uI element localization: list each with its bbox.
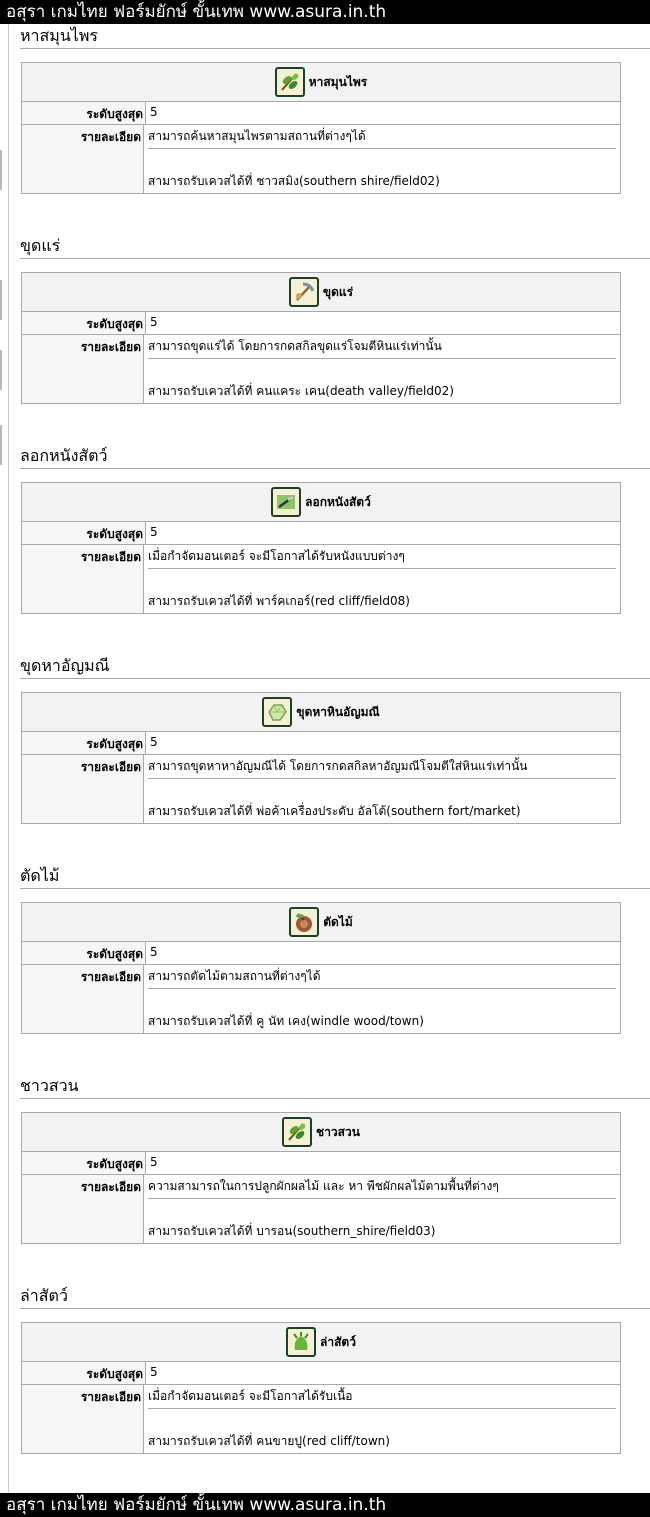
max-level: 5 xyxy=(150,945,158,959)
left-border-mark xyxy=(0,150,2,190)
max-level: 5 xyxy=(150,315,158,329)
detail-cell xyxy=(144,125,620,193)
quest-location: สามารถรับเควสได้ที่ คนขายปู(red cliff/town) xyxy=(148,1434,390,1448)
skill-table xyxy=(21,482,621,614)
level-label: ระดับสูงสุด xyxy=(22,1362,146,1384)
left-border xyxy=(8,24,9,1493)
detail-cell xyxy=(144,545,620,613)
table-header xyxy=(22,693,620,732)
level-row xyxy=(22,732,620,755)
max-level: 5 xyxy=(150,1155,158,1169)
max-level: 5 xyxy=(150,735,158,749)
detail-label: รายละเอียด xyxy=(22,125,144,193)
section-title: ลอกหนังสัตว์ xyxy=(20,444,650,469)
max-level: 5 xyxy=(150,105,158,119)
table-header xyxy=(22,273,620,312)
table-header xyxy=(22,1113,620,1152)
detail-row xyxy=(22,125,620,193)
table-header xyxy=(22,483,620,522)
table-header xyxy=(22,1323,620,1362)
detail-row xyxy=(22,1385,620,1453)
max-level: 5 xyxy=(150,1365,158,1379)
skill-description: เมื่อกำจัดมอนเตอร์ จะมีโอกาสได้รับหนังแบบต่างๆ xyxy=(148,549,405,563)
quest-location: สามารถรับเควสได้ที่ คนแคระ เคน(death valley/field02) xyxy=(148,384,454,398)
level-label: ระดับสูงสุด xyxy=(22,942,146,964)
detail-label: รายละเอียด xyxy=(22,1175,144,1243)
pickaxe-icon xyxy=(289,277,319,307)
divider xyxy=(148,778,616,779)
left-border-mark xyxy=(0,425,2,465)
skill-table xyxy=(21,692,621,824)
skill-description: สามารถตัดไม้ตามสถานที่ต่างๆได้ xyxy=(148,969,321,983)
quest-location: สามารถรับเควสได้ที่ บารอน(southern_shire/field03) xyxy=(148,1224,436,1238)
site-banner-bottom[interactable]: อสุรา เกมไทย ฟอร์มยักษ์ ขั้นเทพ www.asura.in.th xyxy=(0,1493,650,1517)
detail-row xyxy=(22,965,620,1033)
divider xyxy=(148,988,616,989)
quest-location: สามารถรับเควสได้ที่ พาร์คเกอร์(red cliff/field08) xyxy=(148,594,410,608)
detail-cell xyxy=(144,1175,620,1243)
site-banner-top[interactable]: อสุรา เกมไทย ฟอร์มยักษ์ ขั้นเทพ www.asura.in.th xyxy=(0,0,650,24)
detail-cell xyxy=(144,1385,620,1453)
left-border-mark xyxy=(0,280,2,320)
skill-description: สามารถค้นหาสมุนไพรตามสถานที่ต่างๆได้ xyxy=(148,129,366,143)
divider xyxy=(148,358,616,359)
knife-icon xyxy=(271,487,301,517)
level-row xyxy=(22,102,620,125)
table-title: ขุดหาหินอัญมณี xyxy=(296,704,380,719)
detail-label: รายละเอียด xyxy=(22,545,144,613)
detail-label: รายละเอียด xyxy=(22,335,144,403)
skill-table xyxy=(21,272,621,404)
divider xyxy=(148,1408,616,1409)
skill-description: สามารถขุดหาหาอัญมณีได้ โดยการกดสกิลหาอัญมณีโจมตีใส่หินแร่เท่านั้น xyxy=(148,759,528,773)
detail-label: รายละเอียด xyxy=(22,1385,144,1453)
left-border-mark xyxy=(0,350,2,390)
detail-cell xyxy=(144,965,620,1033)
detail-label: รายละเอียด xyxy=(22,755,144,823)
section-title: ล่าสัตว์ xyxy=(20,1284,650,1309)
detail-cell xyxy=(144,335,620,403)
herb-icon xyxy=(275,67,305,97)
section-title: ตัดไม้ xyxy=(20,864,650,889)
level-label: ระดับสูงสุด xyxy=(22,312,146,334)
table-title: ลอกหนังสัตว์ xyxy=(305,494,371,509)
divider xyxy=(148,148,616,149)
hunt-icon xyxy=(286,1327,316,1357)
detail-cell xyxy=(144,755,620,823)
skill-table xyxy=(21,62,621,194)
table-title: ตัดไม้ xyxy=(323,914,353,929)
detail-label: รายละเอียด xyxy=(22,965,144,1033)
section-title: ขุดแร่ xyxy=(20,234,650,259)
detail-row xyxy=(22,335,620,403)
level-row xyxy=(22,522,620,545)
level-label: ระดับสูงสุด xyxy=(22,522,146,544)
sprout-icon xyxy=(282,1117,312,1147)
detail-row xyxy=(22,755,620,823)
level-label: ระดับสูงสุด xyxy=(22,732,146,754)
table-header xyxy=(22,903,620,942)
quest-location: สามารถรับเควสได้ที่ พ่อค้าเครื่องประดับ อัลโต้(southern fort/market) xyxy=(148,804,521,818)
axe-icon xyxy=(289,907,319,937)
skill-table xyxy=(21,902,621,1034)
level-row xyxy=(22,1362,620,1385)
level-label: ระดับสูงสุด xyxy=(22,102,146,124)
gem-icon xyxy=(262,697,292,727)
level-row xyxy=(22,942,620,965)
divider xyxy=(148,1198,616,1199)
divider xyxy=(148,568,616,569)
skill-table xyxy=(21,1112,621,1244)
table-header xyxy=(22,63,620,102)
level-row xyxy=(22,312,620,335)
table-title: ล่าสัตว์ xyxy=(320,1334,356,1349)
table-title: หาสมุนไพร xyxy=(308,74,368,89)
skill-description: เมื่อกำจัดมอนเตอร์ จะมีโอกาสได้รับเนื้อ xyxy=(148,1389,353,1403)
quest-location: สามารถรับเควสได้ที่ คู นัท เคง(windle wood/town) xyxy=(148,1014,424,1028)
section-title: ขุดหาอัญมณี xyxy=(20,654,650,679)
quest-location: สามารถรับเควสได้ที่ ชาวสมิง(southern shire/field02) xyxy=(148,174,440,188)
table-title: ขุดแร่ xyxy=(322,284,354,299)
table-title: ชาวสวน xyxy=(316,1124,360,1139)
skill-description: สามารถขุดแร่ได้ โดยการกดสกิลขุดแร่โจมตีหินแร่เท่านั้น xyxy=(148,339,442,353)
level-row xyxy=(22,1152,620,1175)
detail-row xyxy=(22,1175,620,1243)
skill-description: ความสามารถในการปลูกผักผลไม้ และ หา พืชผักผลไม้ตามพื้นที่ต่างๆ xyxy=(148,1179,499,1193)
section-title: หาสมุนไพร xyxy=(20,24,650,49)
level-label: ระดับสูงสุด xyxy=(22,1152,146,1174)
section-title: ชาวสวน xyxy=(20,1074,650,1099)
detail-row xyxy=(22,545,620,613)
max-level: 5 xyxy=(150,525,158,539)
skill-table xyxy=(21,1322,621,1454)
